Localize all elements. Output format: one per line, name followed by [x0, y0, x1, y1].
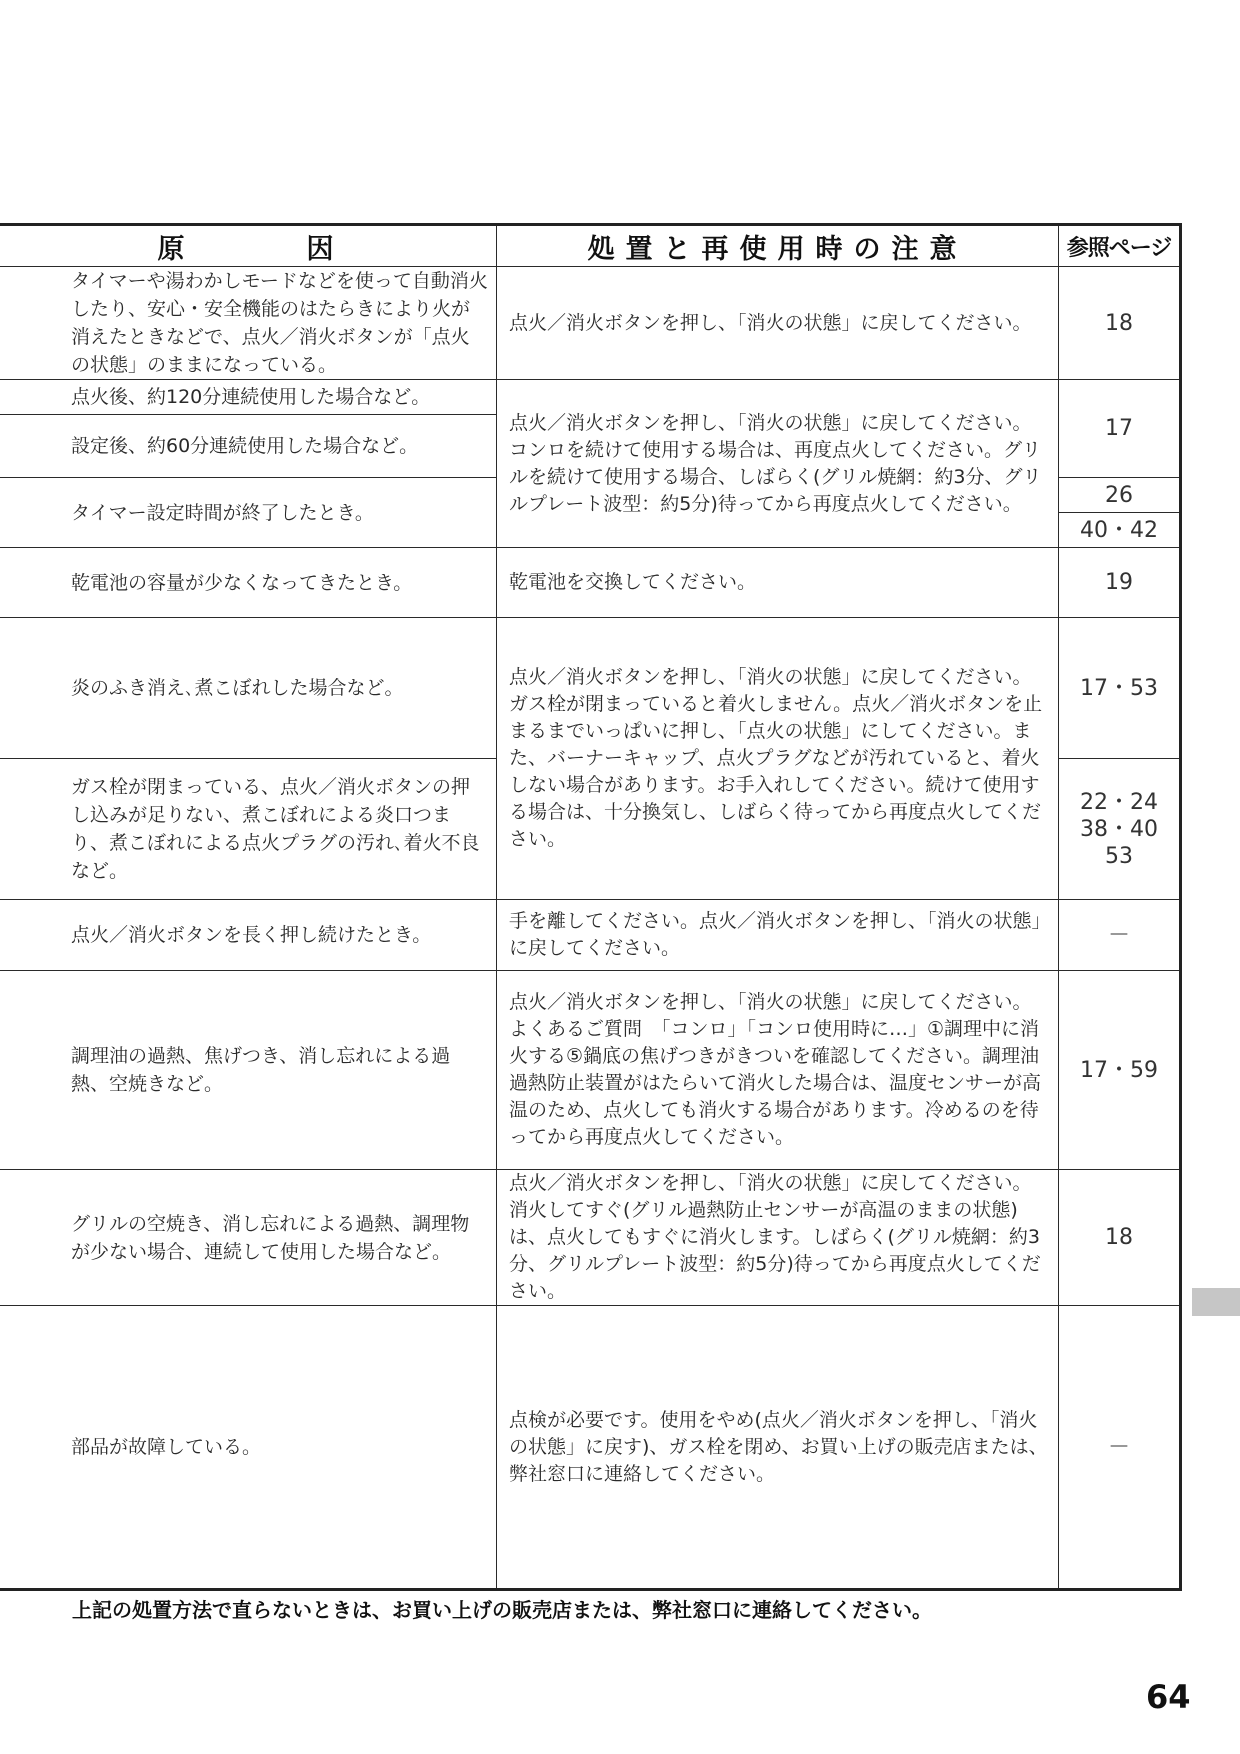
- ref-page-cell: 17: [1059, 380, 1181, 478]
- ref-page-cell: －: [1059, 1306, 1181, 1590]
- action-cell: 点火／消火ボタンを押し、「消火の状態」に戻してください。ガス栓が閉まっていると着火しません。点火／消火ボタンを止まるまでいっぱいに押し、「点火の状態」にしてください。また、バーナーキャップ、点火プラグなどが汚れていると、着火しない場合があります。お手入れしてください。続けて使用する場合は、十分換気し、しばらく待ってから再度点火してください。: [497, 618, 1059, 900]
- ref-page-cell: [1059, 759, 1181, 900]
- ref-page-cell: 17・53: [1059, 618, 1181, 759]
- page-number: 64: [1146, 1678, 1191, 1716]
- ref-page-cell: 18: [1059, 1170, 1181, 1306]
- ref-page-cell: －: [1059, 900, 1181, 971]
- action-cell: 点火／消火ボタンを押し、「消火の状態」に戻してください。コンロを続けて使用する場合は、再度点火してください。グリルを続けて使用する場合、しばらく(グリル焼網：約3分、グリルプレート波型：約5分)待ってから再度点火してください。: [497, 380, 1059, 548]
- ref-page-value: 53: [1105, 843, 1133, 869]
- table-row: [0, 971, 1181, 1170]
- table-row: [0, 380, 1181, 415]
- cause-cell: タイマーや湯わかしモードなどを使って自動消火したり、安心・安全機能のはたらきにより火が消えたときなどで、点火／消火ボタンが「点火の状態」のままになっている。: [0, 267, 497, 380]
- action-cell: 点火／消火ボタンを押し、「消火の状態」に戻してください。よくあるご質問 「コンロ」「コンロ使用時に…」①調理中に消火する⑤鍋底の焦げつきがきついを確認してください。調理油過熱防止装置がはたらいて消火した場合は、温度センサーが高温のため、点火しても消火する場合があります。冷めるのを待ってから再度点火してください。: [497, 971, 1059, 1170]
- footnote: 上記の処置方法で直らないときは、お買い上げの販売店または、弊社窓口に連絡してください。: [72, 1598, 932, 1622]
- troubleshooting-table: [0, 223, 1182, 1591]
- cause-cell: タイマー設定時間が終了したとき。: [0, 478, 497, 548]
- ref-page-cell: 40・42: [1059, 513, 1181, 548]
- header-cause-char-2: 因: [306, 233, 336, 265]
- cause-cell: 乾電池の容量が少なくなってきたとき。: [0, 548, 497, 618]
- troubleshooting-table-frame: [0, 223, 1180, 1587]
- cause-cell: 部品が故障している。: [0, 1306, 497, 1590]
- table-row: [0, 548, 1181, 618]
- ref-page-cell: 19: [1059, 548, 1181, 618]
- header-row: [0, 225, 1181, 267]
- action-cell: 点火／消火ボタンを押し、「消火の状態」に戻してください。: [497, 267, 1059, 380]
- ref-page-cell: 17・59: [1059, 971, 1181, 1170]
- header-action: 処置と再使用時の注意: [497, 225, 1059, 267]
- table-row: [0, 900, 1181, 971]
- table-row: [0, 1306, 1181, 1590]
- cause-cell: 設定後、約60分連続使用した場合など。: [0, 415, 497, 478]
- cause-cell: 炎のふき消え､煮こぼれした場合など。: [0, 618, 497, 759]
- cause-cell: 調理油の過熱、焦げつき、消し忘れによる過熱、空焼きなど。: [0, 971, 497, 1170]
- table-row: [0, 618, 1181, 759]
- cause-cell: グリルの空焼き、消し忘れによる過熱、調理物が少ない場合、連続して使用した場合など。: [0, 1170, 497, 1306]
- cause-cell: 点火／消火ボタンを長く押し続けたとき。: [0, 900, 497, 971]
- section-tab-marker: [1192, 1288, 1240, 1316]
- cause-cell: ガス栓が閉まっている、点火／消火ボタンの押し込みが足りない、煮こぼれによる炎口つまり、煮こぼれによる点火プラグの汚れ､着火不良など。: [0, 759, 497, 900]
- header-cause: [0, 225, 497, 267]
- action-cell: 点火／消火ボタンを押し、「消火の状態」に戻してください。消火してすぐ(グリル過熱防止センサーが高温のままの状態)は、点火してもすぐに消火します。しばらく(グリル焼網：約3分、グリルプレート波型：約5分)待ってから再度点火してください。: [497, 1170, 1059, 1306]
- cause-cell: 点火後、約120分連続使用した場合など。: [0, 380, 497, 415]
- action-cell: 点検が必要です。使用をやめ(点火／消火ボタンを押し、「消火の状態」に戻す)、ガス栓を閉め、お買い上げの販売店または、弊社窓口に連絡してください。: [497, 1306, 1059, 1590]
- table-row: [0, 267, 1181, 380]
- action-cell: 乾電池を交換してください。: [497, 548, 1059, 618]
- table-row: [0, 1170, 1181, 1306]
- ref-page-value: 38・40: [1080, 816, 1158, 842]
- ref-page-cell: 26: [1059, 478, 1181, 513]
- ref-page-value: 22・24: [1080, 789, 1158, 815]
- ref-page-cell: 18: [1059, 267, 1181, 380]
- action-cell: 手を離してください。点火／消火ボタンを押し、「消火の状態」に戻してください。: [497, 900, 1059, 971]
- header-ref-page: 参照ページ: [1059, 225, 1181, 267]
- header-cause-char-1: 原: [157, 233, 187, 265]
